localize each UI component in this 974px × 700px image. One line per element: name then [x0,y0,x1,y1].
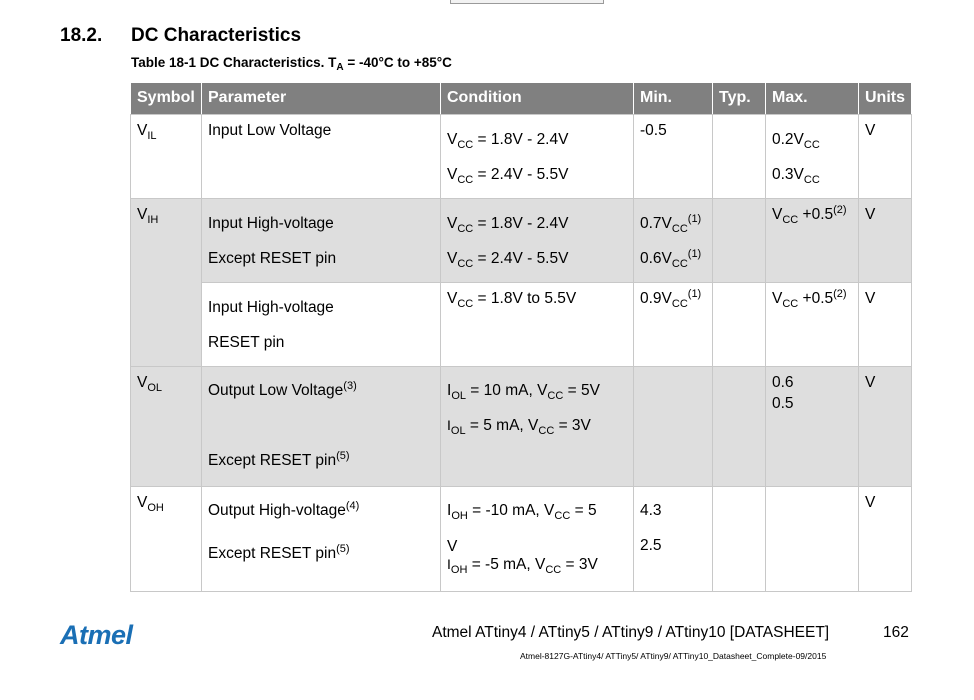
cell-typ [713,115,766,199]
cell-min: $0.7V_{CC}^{(1)}$ $0.6V_{CC}^{(1)}$ [634,199,713,283]
cell-units: V [859,283,912,367]
table-row-vil [131,115,912,199]
cell-max: 0.6 0.5 [766,367,859,487]
cell-max [766,487,859,592]
cell-typ [713,367,766,487]
table-header-row [131,83,912,115]
cell-condition: $V_{CC} = 1.8V - 2.4V$ $V_{CC} = 2.4V - 5.5V$ [441,199,634,283]
header-typ: Typ. [713,83,766,115]
cell-typ [713,199,766,283]
cell-symbol: $V_{IL}$ [131,115,202,199]
section-title: DC Characteristics [131,25,302,46]
section-number: 18.2. [60,25,103,46]
cell-max: $V_{CC} +0.5^{(2)}$ [766,199,859,283]
header-min: Min. [634,83,713,115]
cell-parameter: Output Low Voltage$^{(3)}$ Except RESET pin$^{(5)}$ [202,367,441,487]
table-row-vih-reset [131,283,912,367]
cell-units: V [859,487,912,592]
cell-parameter: Input High-voltage RESET pin [202,283,441,367]
dc-characteristics-table [130,82,912,592]
header-symbol: Symbol [131,83,202,115]
cell-condition: $V_{CC} = 1.8V$ to 5.5V [441,283,634,367]
cell-symbol: $V_{OL}$ [131,367,202,487]
cell-min: -0.5 [634,115,713,199]
caption-prefix: Table 18-1 DC Characteristics. T [131,55,337,70]
table-row-vol [131,367,912,487]
cell-max: $0.2V_{CC}$ $0.3V_{CC}$ [766,115,859,199]
cell-parameter: Input High-voltage Except RESET pin [202,199,441,283]
page-number: 162 [883,624,909,641]
footer-doc-id: Atmel-8127G-ATtiny4/ ATTiny5/ ATtiny9/ ATTiny10_Datasheet_Complete-09/2015 [520,651,827,661]
window-tab [450,0,604,4]
caption-sub: A [336,62,344,73]
caption-suffix: = -40°C to +85°C [343,55,452,70]
cell-units: V [859,199,912,283]
cell-min: $0.9V_{CC}^{(1)}$ [634,283,713,367]
cell-condition: $I_{OL} = 10$ mA, $V_{CC} = 5V$ $I_{OL} = 5$ mA, $V_{CC} = 3V$ [441,367,634,487]
header-max: Max. [766,83,859,115]
cell-parameter: Input Low Voltage [202,115,441,199]
footer-title: Atmel ATtiny4 / ATtiny5 / ATtiny9 / ATtiny10 [DATASHEET] [432,624,830,641]
table-row-voh [131,487,912,592]
cell-min: 4.3 2.5 [634,487,713,592]
table-row-vih [131,199,912,283]
cell-symbol: $V_{OH}$ [131,487,202,592]
header-parameter: Parameter [202,83,441,115]
atmel-logo: Atmel [60,620,133,650]
cell-parameter: Output High-voltage$^{(4)}$ Except RESET pin$^{(5)}$ [202,487,441,592]
table-caption [131,55,452,73]
cell-units: V [859,115,912,199]
cell-units: V [859,367,912,487]
cell-typ [713,487,766,592]
cell-min [634,367,713,487]
cell-symbol: $V_{IH}$ [131,199,202,367]
cell-condition: $V_{CC} = 1.8V - 2.4V$ $V_{CC} = 2.4V - 5.5V$ [441,115,634,199]
cell-typ [713,283,766,367]
header-condition: Condition [441,83,634,115]
cell-max: $V_{CC} +0.5^{(2)}$ [766,283,859,367]
header-units: Units [859,83,912,115]
cell-condition: $I_{OH} = -10$ mA, $V_{CC} = 5$ V $I_{OH} = -5$ mA, $V_{CC} = 3V$ [441,487,634,592]
